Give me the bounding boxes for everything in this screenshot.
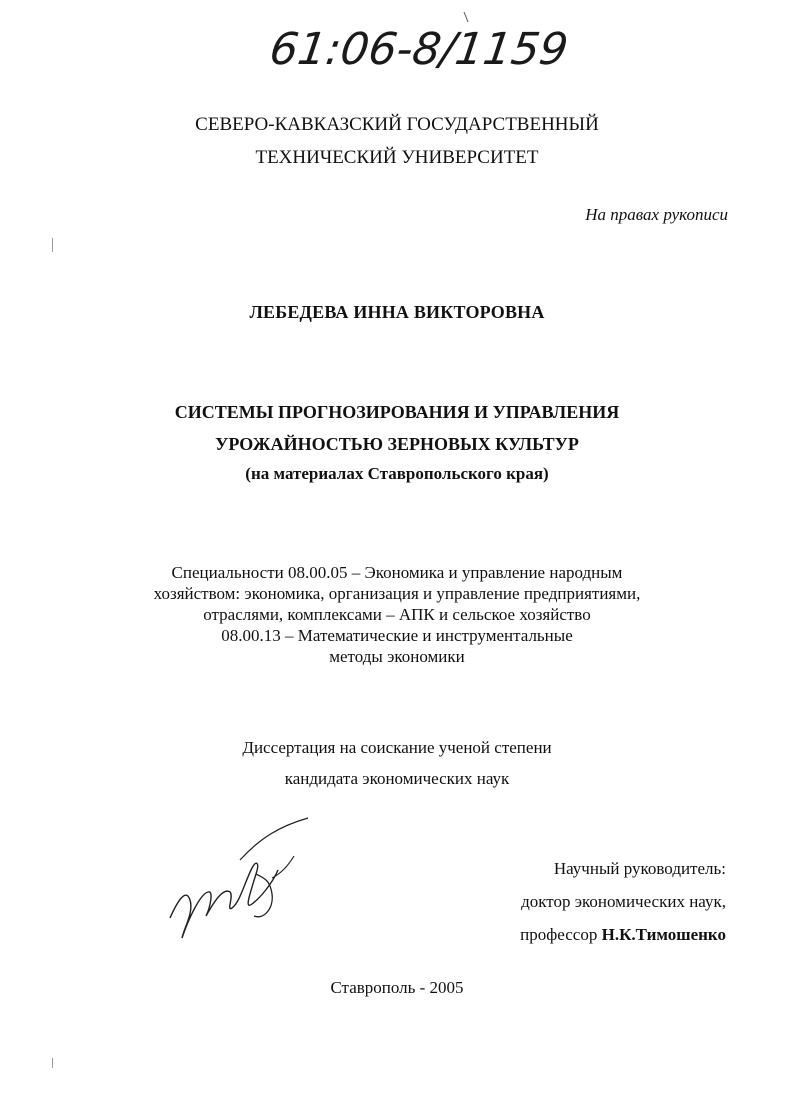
supervisor-block: [480, 852, 726, 951]
archive-number-handwritten: [266, 8, 572, 78]
university-line1: СЕВЕРО-КАВКАЗСКИЙ ГОСУДАРСТВЕННЫЙ: [195, 114, 599, 135]
specialty-line: отраслями, комплексами – АПК и сельское хозяйство: [203, 605, 591, 624]
margin-mark: [52, 238, 53, 252]
margin-mark: [52, 1058, 53, 1068]
degree-line1: Диссертация на соискание ученой степени: [242, 738, 552, 757]
supervisor-name: Н.К.Тимошенко: [601, 925, 726, 944]
specialty-line: методы экономики: [329, 647, 465, 666]
title-line2: УРОЖАЙНОСТЬЮ ЗЕРНОВЫХ КУЛЬТУР: [215, 434, 579, 454]
degree-line2: кандидата экономических наук: [284, 769, 510, 788]
supervisor-line: [480, 918, 726, 951]
specialty-line: 08.00.13 – Математические и инструментальные: [221, 626, 573, 645]
rights-note: На правах рукописи: [585, 205, 728, 224]
signature: [160, 808, 320, 948]
supervisor-role: Научный руководитель:: [553, 859, 726, 878]
specialty-line: Специальности 08.00.05 – Экономика и управление народным: [171, 563, 623, 582]
dissertation-subtitle: (на материалах Ставропольского края): [245, 464, 549, 483]
dissertation-title: [0, 396, 794, 460]
supervisor-title: профессор: [520, 925, 598, 944]
svg-text:61:06-8/1159: 61:06-8/1159: [266, 24, 572, 75]
author-name: ЛЕБЕДЕВА ИННА ВИКТОРОВНА: [249, 302, 545, 322]
supervisor-degree: доктор экономических наук,: [521, 892, 726, 911]
city-year: Ставрополь - 2005: [330, 978, 464, 997]
university-line2: ТЕХНИЧЕСКИЙ УНИВЕРСИТЕТ: [255, 147, 539, 168]
title-line1: СИСТЕМЫ ПРОГНОЗИРОВАНИЯ И УПРАВЛЕНИЯ: [174, 402, 620, 422]
specialty-line: хозяйством: экономика, организация и управление предприятиями,: [153, 584, 641, 603]
university-name: [0, 108, 794, 174]
degree-block: [0, 732, 794, 794]
specialties-block: [0, 562, 794, 667]
